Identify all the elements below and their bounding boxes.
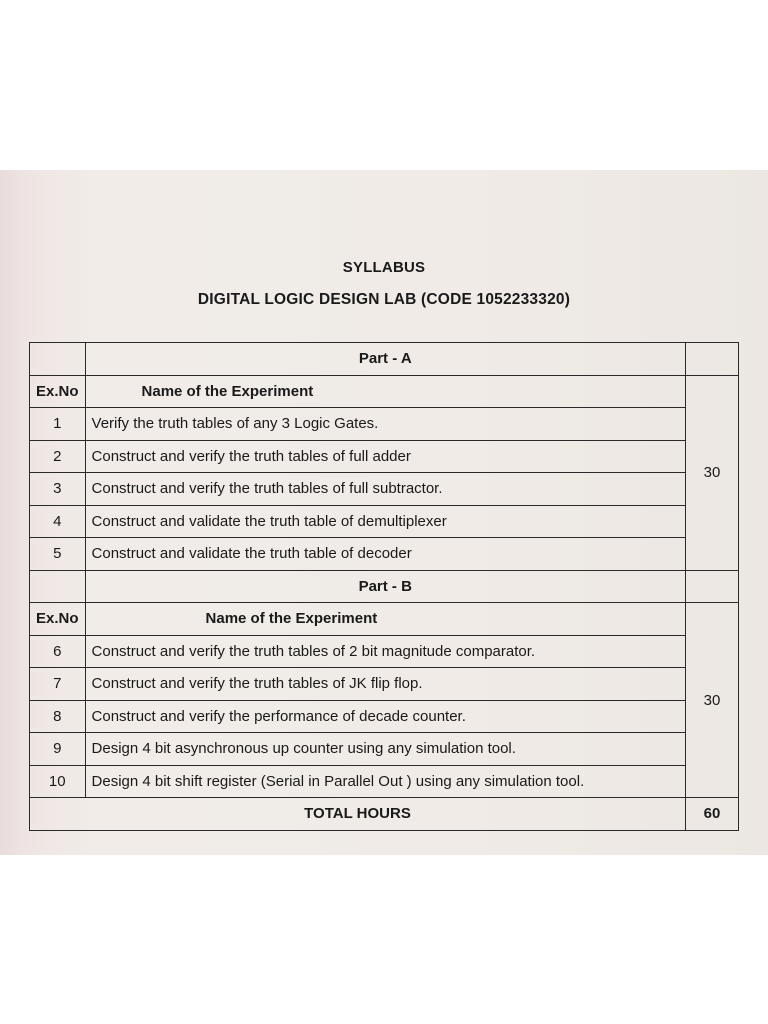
part-b-column-header-row xyxy=(30,603,739,636)
part-a-header-row xyxy=(30,343,739,376)
course-title: DIGITAL LOGIC DESIGN LAB (CODE 1052233320) xyxy=(197,291,571,308)
ex-name: Construct and verify the truth tables of 2 bit magnitude comparator. xyxy=(85,635,685,668)
table-row xyxy=(30,668,739,701)
syllabus-table xyxy=(29,342,739,831)
total-hours-label: TOTAL HOURS xyxy=(30,798,686,831)
blank-cell xyxy=(30,570,86,603)
ex-number: 1 xyxy=(30,408,86,441)
ex-number: 8 xyxy=(30,700,86,733)
ex-number: 5 xyxy=(30,538,86,571)
part-a-label: Part - A xyxy=(85,343,685,376)
part-b-hours: 30 xyxy=(686,603,739,798)
blank-cell xyxy=(686,570,739,603)
ex-number: 4 xyxy=(30,505,86,538)
ex-number: 3 xyxy=(30,473,86,506)
ex-name: Construct and verify the performance of decade counter. xyxy=(85,700,685,733)
table-row xyxy=(30,538,739,571)
ex-number: 10 xyxy=(30,765,86,798)
table-row xyxy=(30,635,739,668)
table-row xyxy=(30,473,739,506)
table-row xyxy=(30,700,739,733)
table-row xyxy=(30,440,739,473)
part-b-header-row xyxy=(30,570,739,603)
ex-name: Construct and validate the truth table of decoder xyxy=(85,538,685,571)
ex-number: 6 xyxy=(30,635,86,668)
ex-name: Design 4 bit shift register (Serial in Parallel Out ) using any simulation tool. xyxy=(85,765,685,798)
part-a-column-header-row xyxy=(30,375,739,408)
ex-number: 7 xyxy=(30,668,86,701)
table-row xyxy=(30,765,739,798)
ex-name: Verify the truth tables of any 3 Logic Gates. xyxy=(85,408,685,441)
col-name-header: Name of the Experiment xyxy=(85,603,685,636)
ex-name: Construct and validate the truth table of demultiplexer xyxy=(85,505,685,538)
col-exno-header: Ex.No xyxy=(30,375,86,408)
ex-name: Design 4 bit asynchronous up counter using any simulation tool. xyxy=(85,733,685,766)
ex-number: 9 xyxy=(30,733,86,766)
table-row xyxy=(30,733,739,766)
page-title: SYLLABUS xyxy=(342,259,426,276)
total-row xyxy=(30,798,739,831)
blank-cell xyxy=(30,343,86,376)
ex-name: Construct and verify the truth tables of JK flip flop. xyxy=(85,668,685,701)
table-row xyxy=(30,408,739,441)
ex-name: Construct and verify the truth tables of full adder xyxy=(85,440,685,473)
col-exno-header: Ex.No xyxy=(30,603,86,636)
col-name-header: Name of the Experiment xyxy=(85,375,685,408)
part-b-label: Part - B xyxy=(85,570,685,603)
part-a-hours: 30 xyxy=(686,375,739,570)
ex-name: Construct and verify the truth tables of full subtractor. xyxy=(85,473,685,506)
blank-cell xyxy=(686,343,739,376)
total-hours-value: 60 xyxy=(686,798,739,831)
ex-number: 2 xyxy=(30,440,86,473)
table-row xyxy=(30,505,739,538)
